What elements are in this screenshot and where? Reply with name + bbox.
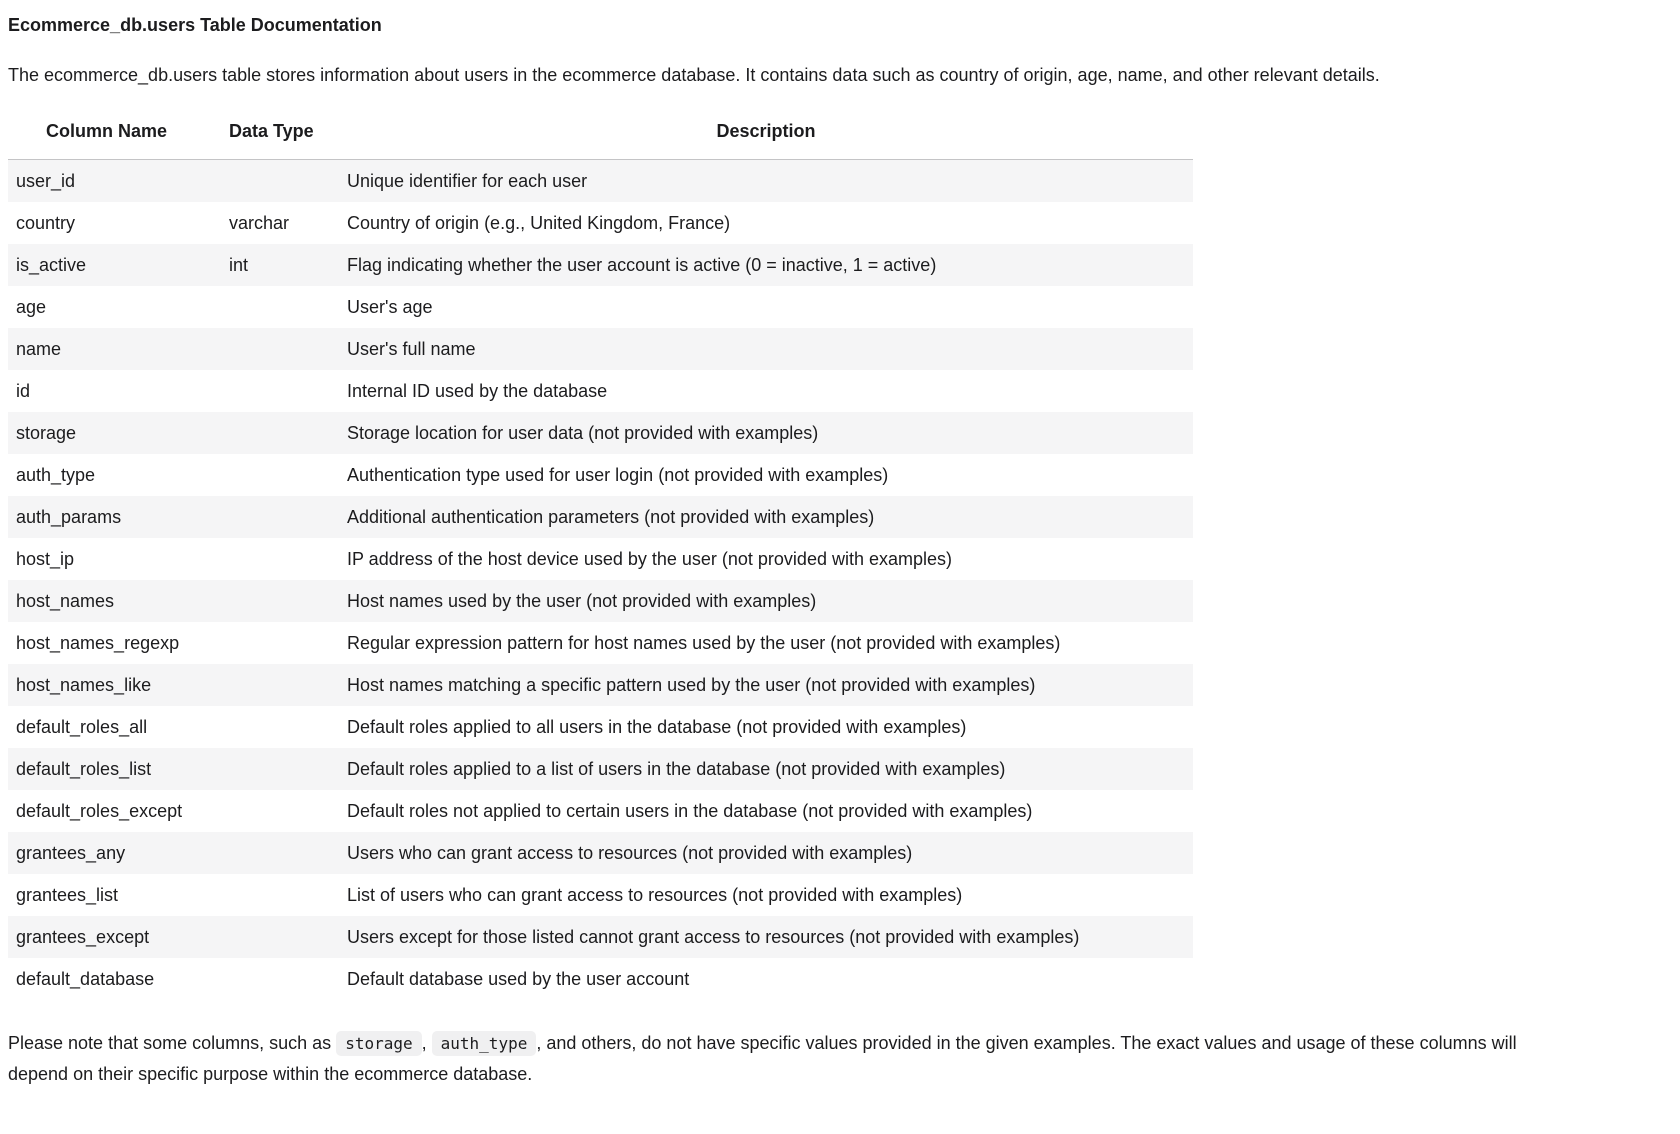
description-cell: IP address of the host device used by the user (not provided with examples)	[347, 549, 953, 569]
column-name-cell: host_names	[8, 580, 205, 622]
description-cell: Default roles not applied to certain users in the database (not provided with examples)	[347, 801, 1033, 821]
table-row	[8, 874, 1193, 916]
description-cell: Host names matching a specific pattern used by the user (not provided with examples)	[339, 664, 1193, 706]
column-name-cell: age	[16, 297, 47, 317]
description-cell: Regular expression pattern for host names used by the user (not provided with examples)	[347, 633, 1061, 653]
data-type-cell	[205, 370, 339, 412]
data-type-cell	[205, 622, 339, 664]
column-name-cell: host_names_like	[8, 664, 205, 706]
column-name-cell: user_id	[8, 160, 205, 203]
data-type-cell	[205, 874, 339, 916]
data-type-cell	[205, 706, 339, 748]
table-row	[8, 706, 1193, 748]
column-name-cell: host_names_regexp	[16, 633, 180, 653]
column-name-cell: default_database	[16, 969, 155, 989]
description-cell: Authentication type used for user login (not provided with examples)	[347, 465, 889, 485]
table-row	[8, 664, 1193, 706]
note-suffix: , and others, do not have specific values provided in the given examples. The exact values and usage of these columns will depend on their specific purpose within the ecommerce database.	[8, 1033, 1517, 1084]
data-type-cell	[205, 958, 339, 1000]
table-row	[8, 496, 1193, 538]
column-name-cell: auth_params	[8, 496, 205, 538]
column-name-cell: country	[16, 213, 76, 233]
table-row	[8, 538, 1193, 580]
table-row	[8, 454, 1193, 496]
description-cell: Host names used by the user (not provided with examples)	[339, 580, 1193, 622]
description-cell: Additional authentication parameters (not provided with examples)	[339, 496, 1193, 538]
page-title: Ecommerce_db.users Table Documentation	[8, 15, 382, 35]
description-cell: List of users who can grant access to resources (not provided with examples)	[347, 885, 963, 905]
table-row	[8, 286, 1193, 328]
description-cell: Default database used by the user account	[347, 969, 690, 989]
data-type-cell	[205, 412, 339, 454]
header-description: Description	[339, 112, 1193, 160]
column-name-cell: grantees_list	[16, 885, 119, 905]
data-type-cell	[205, 664, 339, 706]
table-header	[8, 112, 1193, 160]
table-body	[8, 160, 1193, 1001]
description-cell: Users except for those listed cannot grant access to resources (not provided with examples)	[339, 916, 1193, 958]
table-row	[8, 622, 1193, 664]
table-row	[8, 580, 1193, 622]
description-cell: Country of origin (e.g., United Kingdom, France)	[347, 213, 731, 233]
column-name-cell: grantees_any	[8, 832, 205, 874]
data-type-cell: int	[205, 244, 339, 286]
description-cell: Default roles applied to a list of users in the database (not provided with examples)	[339, 748, 1193, 790]
note-paragraph	[8, 1028, 1553, 1090]
table-row	[8, 958, 1193, 1000]
table-row	[8, 916, 1193, 958]
data-type-cell	[205, 496, 339, 538]
description-cell: User's age	[347, 297, 433, 317]
header-data-type: Data Type	[205, 112, 339, 160]
data-type-cell	[205, 538, 339, 580]
inline-code-storage: storage	[336, 1031, 421, 1056]
description-cell: Default roles applied to all users in the database (not provided with examples)	[347, 717, 967, 737]
column-name-cell: auth_type	[16, 465, 96, 485]
data-type-cell	[205, 790, 339, 832]
description-cell: Storage location for user data (not provided with examples)	[339, 412, 1193, 454]
table-header-row	[8, 112, 1193, 160]
table-row	[8, 412, 1193, 454]
column-name-cell: id	[16, 381, 31, 401]
description-cell: Flag indicating whether the user account is active (0 = inactive, 1 = active)	[339, 244, 1193, 286]
data-type-cell	[205, 832, 339, 874]
description-cell: Unique identifier for each user	[339, 160, 1193, 203]
column-name-cell: default_roles_list	[8, 748, 205, 790]
columns-table	[8, 112, 1193, 1000]
column-name-cell: grantees_except	[8, 916, 205, 958]
table-row	[8, 160, 1193, 203]
description-cell: Users who can grant access to resources (not provided with examples)	[339, 832, 1193, 874]
table-row	[8, 748, 1193, 790]
description-cell: User's full name	[339, 328, 1193, 370]
table-row	[8, 244, 1193, 286]
column-name-cell: name	[8, 328, 205, 370]
data-type-cell	[205, 580, 339, 622]
data-type-cell: varchar	[229, 213, 290, 233]
data-type-cell	[205, 748, 339, 790]
column-name-cell: is_active	[8, 244, 205, 286]
data-type-cell	[205, 916, 339, 958]
table-row	[8, 202, 1193, 244]
note-separator: ,	[421, 1033, 432, 1053]
table-row	[8, 832, 1193, 874]
table-row	[8, 328, 1193, 370]
intro-paragraph: The ecommerce_db.users table stores information about users in the ecommerce database. It contains data such as country of origin, age, name, and other relevant details.	[8, 65, 1380, 85]
column-name-cell: default_roles_except	[16, 801, 183, 821]
inline-code-auth-type: auth_type	[432, 1031, 537, 1056]
header-column-name: Column Name	[8, 112, 205, 160]
data-type-cell	[205, 454, 339, 496]
description-cell: Internal ID used by the database	[347, 381, 608, 401]
note-prefix: Please note that some columns, such as	[8, 1033, 337, 1053]
table-row	[8, 790, 1193, 832]
data-type-cell	[205, 286, 339, 328]
column-name-cell: host_ip	[16, 549, 75, 569]
data-type-cell	[205, 328, 339, 370]
column-name-cell: default_roles_all	[16, 717, 148, 737]
data-type-cell	[205, 160, 339, 203]
table-row	[8, 370, 1193, 412]
column-name-cell: storage	[8, 412, 205, 454]
